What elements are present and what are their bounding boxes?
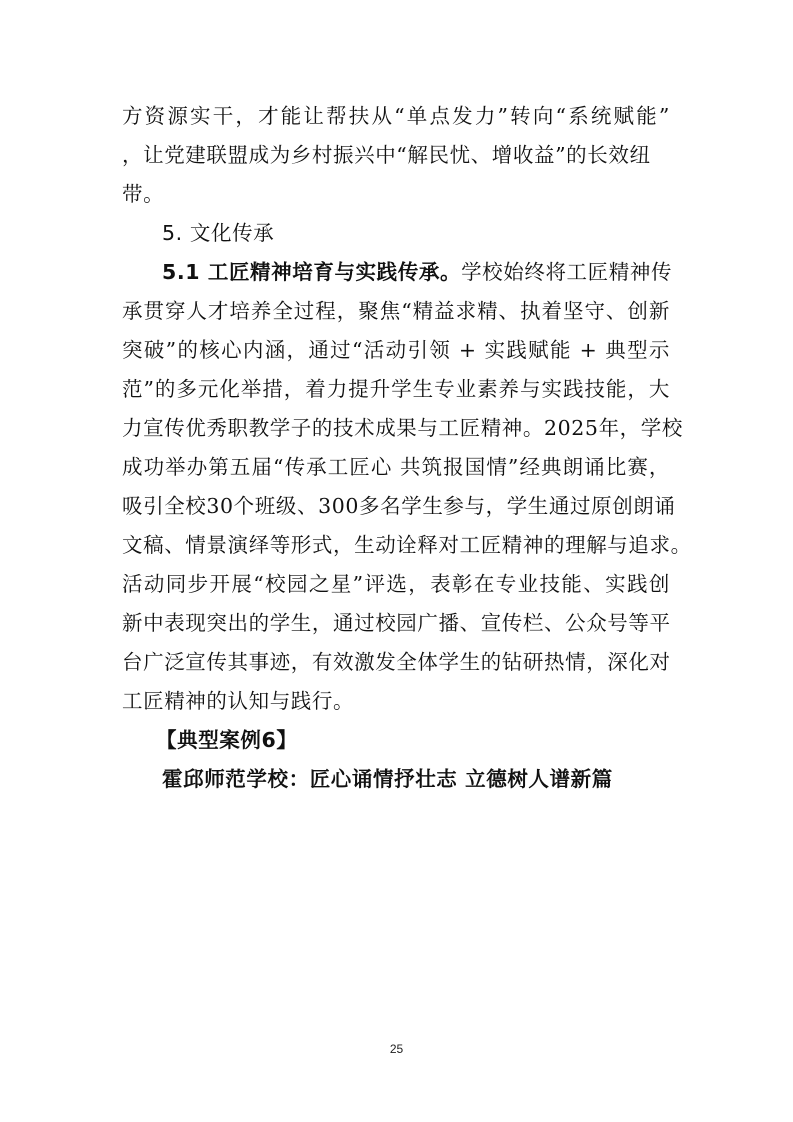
paragraph-line: 承贯穿人才培养全过程，聚焦“精益求精、执着坚守、创新	[122, 299, 670, 323]
paragraph-line: 活动同步开展“校园之星”评选，表彰在专业技能、实践创	[122, 572, 670, 596]
paragraph-line: 范”的多元化举措，着力提升学生专业素养与实践技能，大	[122, 377, 670, 401]
paragraph-line: 方资源实干，才能让帮扶从“单点发力”转向“系统赋能”	[122, 104, 670, 128]
paragraph-line: 突破”的核心内涵，通过“活动引领 + 实践赋能 + 典型示	[122, 338, 670, 362]
paragraph-line: 工匠精神的认知与践行。	[122, 689, 355, 713]
case-label: 【典型案例6】	[156, 728, 298, 752]
section-heading: 5. 文化传承	[162, 221, 275, 245]
paragraph-line: 文稿、情景演绎等形式，生动诠释对工匠精神的理解与追求。	[122, 533, 692, 557]
page-number: 25	[389, 1042, 404, 1056]
paragraph-line: 吸引全校30个班级、300多名学生参与，学生通过原创朗诵	[122, 494, 676, 518]
paragraph-line: 力宣传优秀职教学子的技术成果与工匠精神。2025年，学校	[122, 416, 683, 440]
paragraph-line: 新中表现突出的学生，通过校园广播、宣传栏、公众号等平	[122, 611, 671, 635]
subsection-first-line	[162, 258, 672, 286]
paragraph-line: 成功举办第五届“传承工匠心 共筑报国情”经典朗诵比赛，	[122, 455, 670, 479]
paragraph-text: 学校始终将工匠精神传	[461, 260, 673, 284]
case-title: 霍邱师范学校：匠心诵情抒壮志 立德树人谱新篇	[162, 767, 613, 791]
paragraph-line: ，让党建联盟成为乡村振兴中“解民忧、增收益”的长效纽	[122, 143, 651, 167]
paragraph-line: 带。	[122, 182, 165, 206]
paragraph-line: 台广泛宣传其事迹，有效激发全体学生的钻研热情，深化对	[122, 650, 671, 674]
subsection-heading: 5.1 工匠精神培育与实践传承。	[162, 260, 462, 284]
